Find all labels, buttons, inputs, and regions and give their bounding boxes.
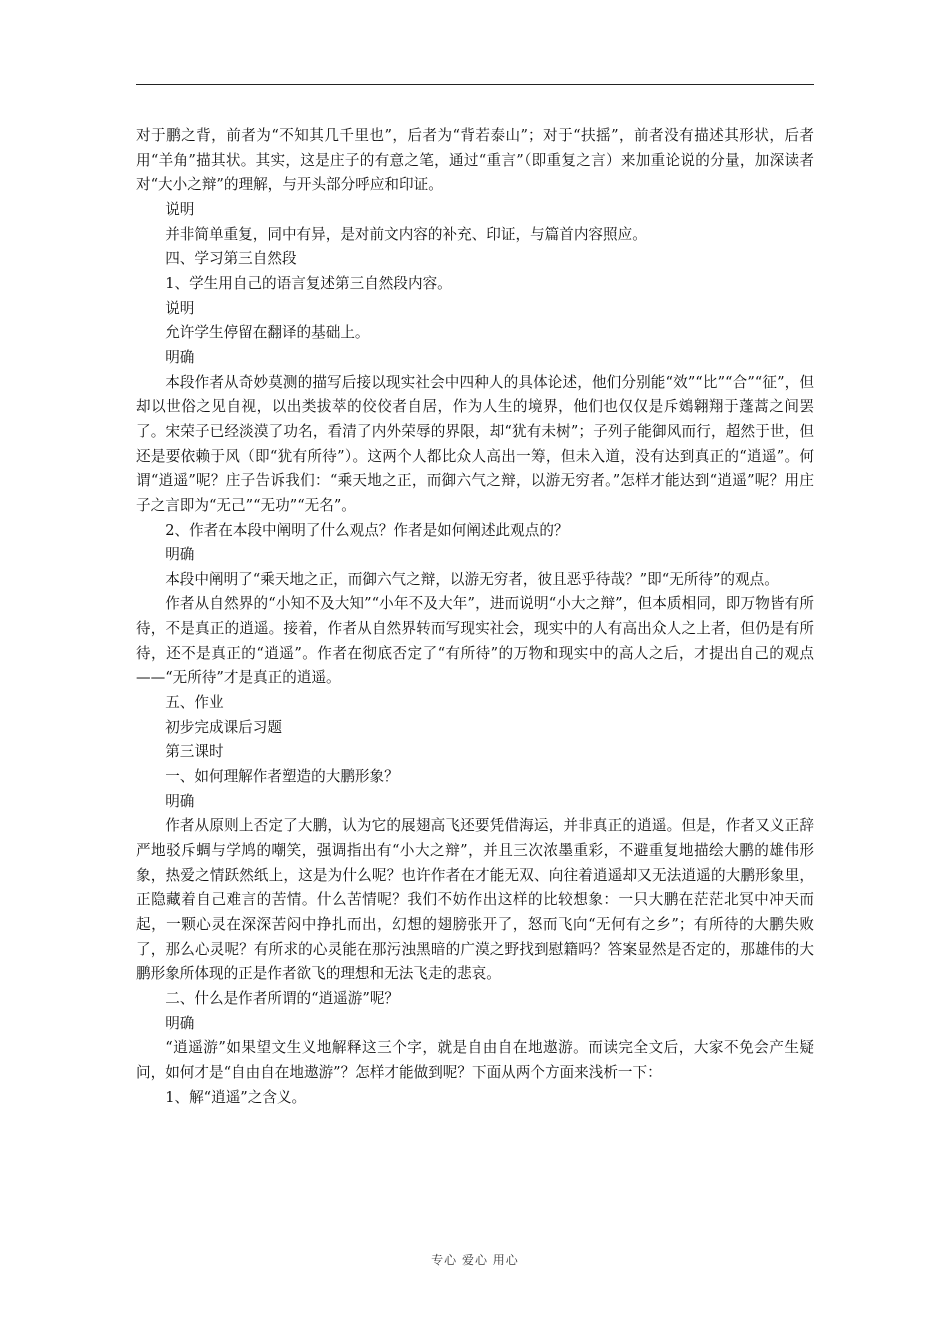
- paragraph: 允许学生停留在翻译的基础上。: [165, 324, 370, 342]
- paragraph: “逍遥游”如果望文生义地解释这三个字，就是自由自在地遨游。而读完全文后，大家不免会产生疑问，如何才是“自由自在地遨游”？怎样才能做到呢？下面从两个方面来浅析一下：: [136, 1039, 814, 1081]
- paragraph: 并非简单重复，同中有异，是对前文内容的补充、印证，与篇首内容照应。: [165, 225, 647, 243]
- question: 2、作者在本段中阐明了什么观点？作者是如何阐述此观点的？: [165, 521, 569, 539]
- label-shuoming: 说明: [165, 299, 195, 317]
- header-rule: [136, 84, 814, 85]
- paragraph-continuation: 对于鹏之背，前者为“不知其几千里也”，后者为“背若泰山”；对于“扶摇”，前者没有描述其形状，后者用“羊角”描其状。其实，这是庄子的有意之笔，通过“重言”（即重复之言）来加重论说的分量，加深读者对“大小之辩”的理解，与开头部分呼应和印证。: [136, 127, 814, 194]
- paragraph: 初步完成课后习题: [165, 718, 282, 736]
- question: 1、学生用自己的语言复述第三自然段内容。: [165, 274, 452, 292]
- question: 1、解“逍遥”之含义。: [165, 1088, 307, 1106]
- section-heading: 四、学习第三自然段: [165, 250, 297, 268]
- lesson-heading: 第三课时: [165, 743, 224, 761]
- page-footer: 专心 爱心 用心: [431, 1253, 519, 1267]
- paragraph: 作者从自然界的“小知不及大知”“小年不及大年”，进而说明“小大之辩”，但本质相同，即万物皆有所待，不是真正的逍遥。接着，作者从自然界转而写现实社会，现实中的人有高出众人之上者，但仍是有所待，还不是真正的“逍遥”。作者在彻底否定了“有所待”的万物和现实中的高人之后，才提出自己的观点——“无所待”才是真正的逍遥。: [136, 595, 814, 687]
- label-mingque: 明确: [165, 792, 195, 810]
- paragraph: 作者从原则上否定了大鹏，认为它的展翅高飞还要凭借海运，并非真正的逍遥。但是，作者又义正辞严地驳斥蜩与学鸠的嘲笑，强调指出有“小大之辩”，并且三次浓墨重彩，不避重复地描绘大鹏的雄伟形象，热爱之情跃然纸上，这是为什么呢？也许作者在才能无双、向往着逍遥却又无法逍遥的大鹏形象里，正隐藏着自己难言的苦情。什么苦情呢？我们不妨作出这样的比较想象：一只大鹏在茫茫北冥中冲天而起，一颗心灵在深深苦闷中挣扎而出，幻想的翅膀张开了，怒而飞向“无何有之乡”；有所待的大鹏失败了，那么心灵呢？有所求的心灵能在那污浊黑暗的广漠之野找到慰籍吗？答案显然是否定的，那雄伟的大鹏形象所体现的正是作者欲飞的理想和无法飞走的悲哀。: [136, 817, 814, 983]
- section-heading: 二、什么是作者所谓的“逍遥游”呢？: [165, 989, 400, 1007]
- label-mingque: 明确: [165, 348, 195, 366]
- paragraph: 本段作者从奇妙莫测的描写后接以现实社会中四种人的具体论述，他们分别能“效”“比”“合”“征”，但却以世俗之见自视，以出类拔萃的佼佼者自居，作为人生的境界，他们也仅仅是斥鴳翱翔于蓬蒿之间罢了。宋荣子已经淡漠了功名，看清了内外荣辱的界限，却“犹有未树”；子列子能御风而行，超然于世，但还是要依赖于风（即“犹有所待”）。这两个人都比众人高出一筹，但未入道，没有达到真正的“逍遥”。何谓“逍遥”呢？庄子告诉我们：“乘天地之正，而御六气之辩，以游无穷者。”怎样才能达到“逍遥”呢？用庄子之言即为“无己”“无功”“无名”。: [136, 373, 814, 514]
- label-shuoming: 说明: [165, 200, 195, 218]
- label-mingque: 明确: [165, 1014, 195, 1032]
- paragraph: 本段中阐明了“乘天地之正，而御六气之辩，以游无穷者，彼且恶乎待哉？”即“无所待”的观点。: [165, 570, 779, 588]
- section-heading: 五、作业: [165, 694, 224, 712]
- section-heading: 一、如何理解作者塑造的大鹏形象？: [165, 768, 399, 786]
- label-mingque: 明确: [165, 546, 195, 564]
- document-body: [136, 124, 814, 1110]
